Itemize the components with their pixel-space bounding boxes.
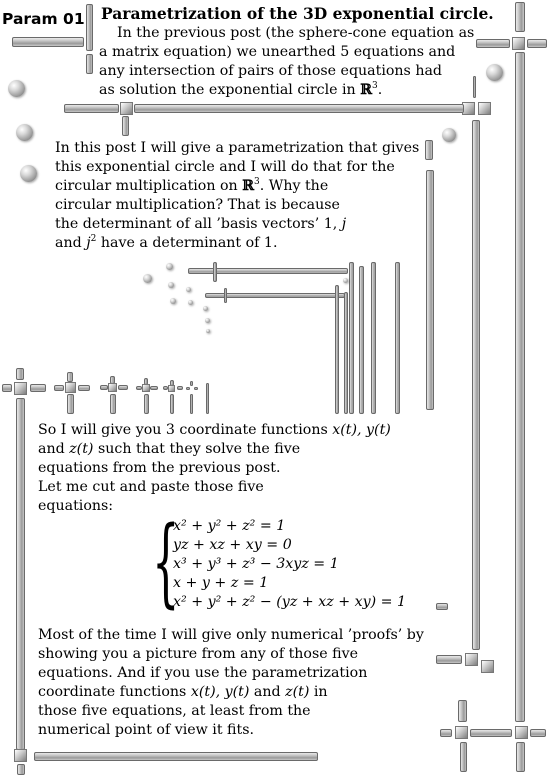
bar [213, 262, 217, 282]
ball [203, 306, 208, 311]
joint [515, 726, 528, 739]
ball [442, 128, 456, 142]
bar [177, 386, 183, 390]
equation: x³ + y³ + z³ − 3xyz = 1 [173, 556, 339, 572]
equation: x² + y² + z² = 1 [173, 518, 286, 534]
text-line: circular multiplication? That is because [55, 197, 340, 213]
bar [118, 385, 128, 390]
bar [188, 268, 348, 274]
text-line: numerical point of view it fits. [38, 722, 255, 738]
bar [144, 394, 149, 414]
bar [194, 387, 198, 390]
joint [14, 749, 27, 762]
bar [150, 386, 158, 390]
bar [515, 52, 525, 722]
ball [8, 80, 25, 97]
bar [425, 140, 433, 160]
bar [426, 170, 434, 410]
bar [16, 398, 25, 750]
page-title: Parametrization of the 3D exponential circle. [101, 4, 494, 23]
ball [186, 287, 191, 292]
bar [100, 385, 108, 390]
text-line: So I will give you 3 coordinate functions x(t), y(t) [38, 422, 391, 438]
text-line: equations: [38, 498, 114, 514]
bar [460, 742, 467, 772]
equation-system [173, 517, 406, 612]
post-tag: Param 01 [2, 10, 85, 28]
equation-brace: { [152, 506, 180, 618]
bar [436, 655, 462, 664]
bar [54, 385, 64, 391]
text-line: circular multiplication on ℝ$^3$. Why the [55, 177, 329, 194]
bar [470, 729, 512, 737]
text-line: any intersection of pairs of those equations had [99, 63, 443, 79]
bar [458, 700, 467, 722]
bar [395, 262, 400, 414]
text-line: equations from the previous post. [38, 460, 281, 476]
text-line: In the previous post (the sphere-cone equation as [117, 25, 475, 41]
bar [122, 116, 129, 136]
bar [34, 752, 318, 761]
text-line: and z(t) such that they solve the five [38, 441, 301, 457]
bar [206, 383, 209, 414]
text-line: Let me cut and paste those five [38, 479, 264, 495]
joint [168, 385, 175, 392]
bar [335, 285, 339, 414]
text-line: this exponential circle and I will do that for the [55, 159, 395, 175]
joint [478, 102, 491, 115]
ball [143, 274, 152, 283]
bar [476, 39, 510, 48]
joint [120, 102, 133, 115]
ball [188, 300, 193, 305]
bar [67, 372, 73, 382]
bar [190, 394, 193, 414]
text-line: Most of the time I will give only numerical ’proofs’ by [38, 627, 424, 643]
text-line: a matrix equation) we unearthed 5 equations and [99, 44, 456, 60]
bar [30, 384, 46, 392]
joint [142, 384, 150, 392]
text-line: In this post I will give a parametrization that gives [55, 140, 420, 156]
text-line: and $j^2$ have a determinant of 1. [55, 234, 278, 251]
text-line: equations. And if you use the parametrization [38, 665, 368, 681]
ball [20, 165, 37, 182]
bar [530, 729, 546, 737]
bar [344, 292, 348, 414]
bar [359, 266, 364, 414]
equation: yz + xz + xy = 0 [173, 537, 292, 553]
joint [465, 653, 478, 666]
ball [170, 298, 176, 304]
bar [224, 288, 227, 303]
ball [16, 124, 33, 141]
joint [14, 382, 27, 395]
bar [86, 4, 93, 51]
ball [168, 282, 174, 288]
bar [516, 742, 525, 772]
bar [78, 385, 90, 391]
joint [65, 382, 76, 393]
bar [2, 384, 12, 392]
joint [512, 37, 525, 50]
text-line: coordinate functions x(t), y(t) and z(t) in [38, 684, 328, 700]
text-line: as solution the exponential circle in ℝ$^3$. [99, 81, 383, 98]
joint [108, 383, 117, 392]
ball [166, 263, 173, 270]
bar [190, 381, 193, 386]
text-line: those five equations, at least from the [38, 703, 311, 719]
text-line: the determinant of all ’basis vectors’ 1, j [55, 216, 347, 232]
joint [455, 726, 468, 739]
bar [67, 394, 74, 414]
bar [349, 262, 354, 414]
bar [371, 262, 376, 414]
bar [527, 39, 547, 48]
bar [515, 2, 525, 32]
bar [64, 104, 119, 113]
bar [12, 37, 84, 47]
bar [134, 104, 464, 113]
bar [436, 603, 448, 610]
equation: x² + y² + z² − (yz + xz + xy) = 1 [173, 594, 407, 610]
bar [472, 120, 480, 650]
bar [170, 394, 174, 414]
text-line: showing you a picture from any of those five [38, 646, 359, 662]
joint [481, 660, 494, 673]
bar [110, 394, 116, 414]
bar [17, 764, 25, 775]
ball [343, 278, 348, 283]
bar [86, 54, 93, 74]
equation: x + y + z = 1 [173, 575, 269, 591]
bar [186, 387, 190, 390]
bar [16, 368, 24, 380]
ball [486, 64, 503, 81]
ball [206, 329, 210, 333]
bar [473, 76, 476, 98]
ball [205, 318, 210, 323]
bar [440, 729, 452, 737]
